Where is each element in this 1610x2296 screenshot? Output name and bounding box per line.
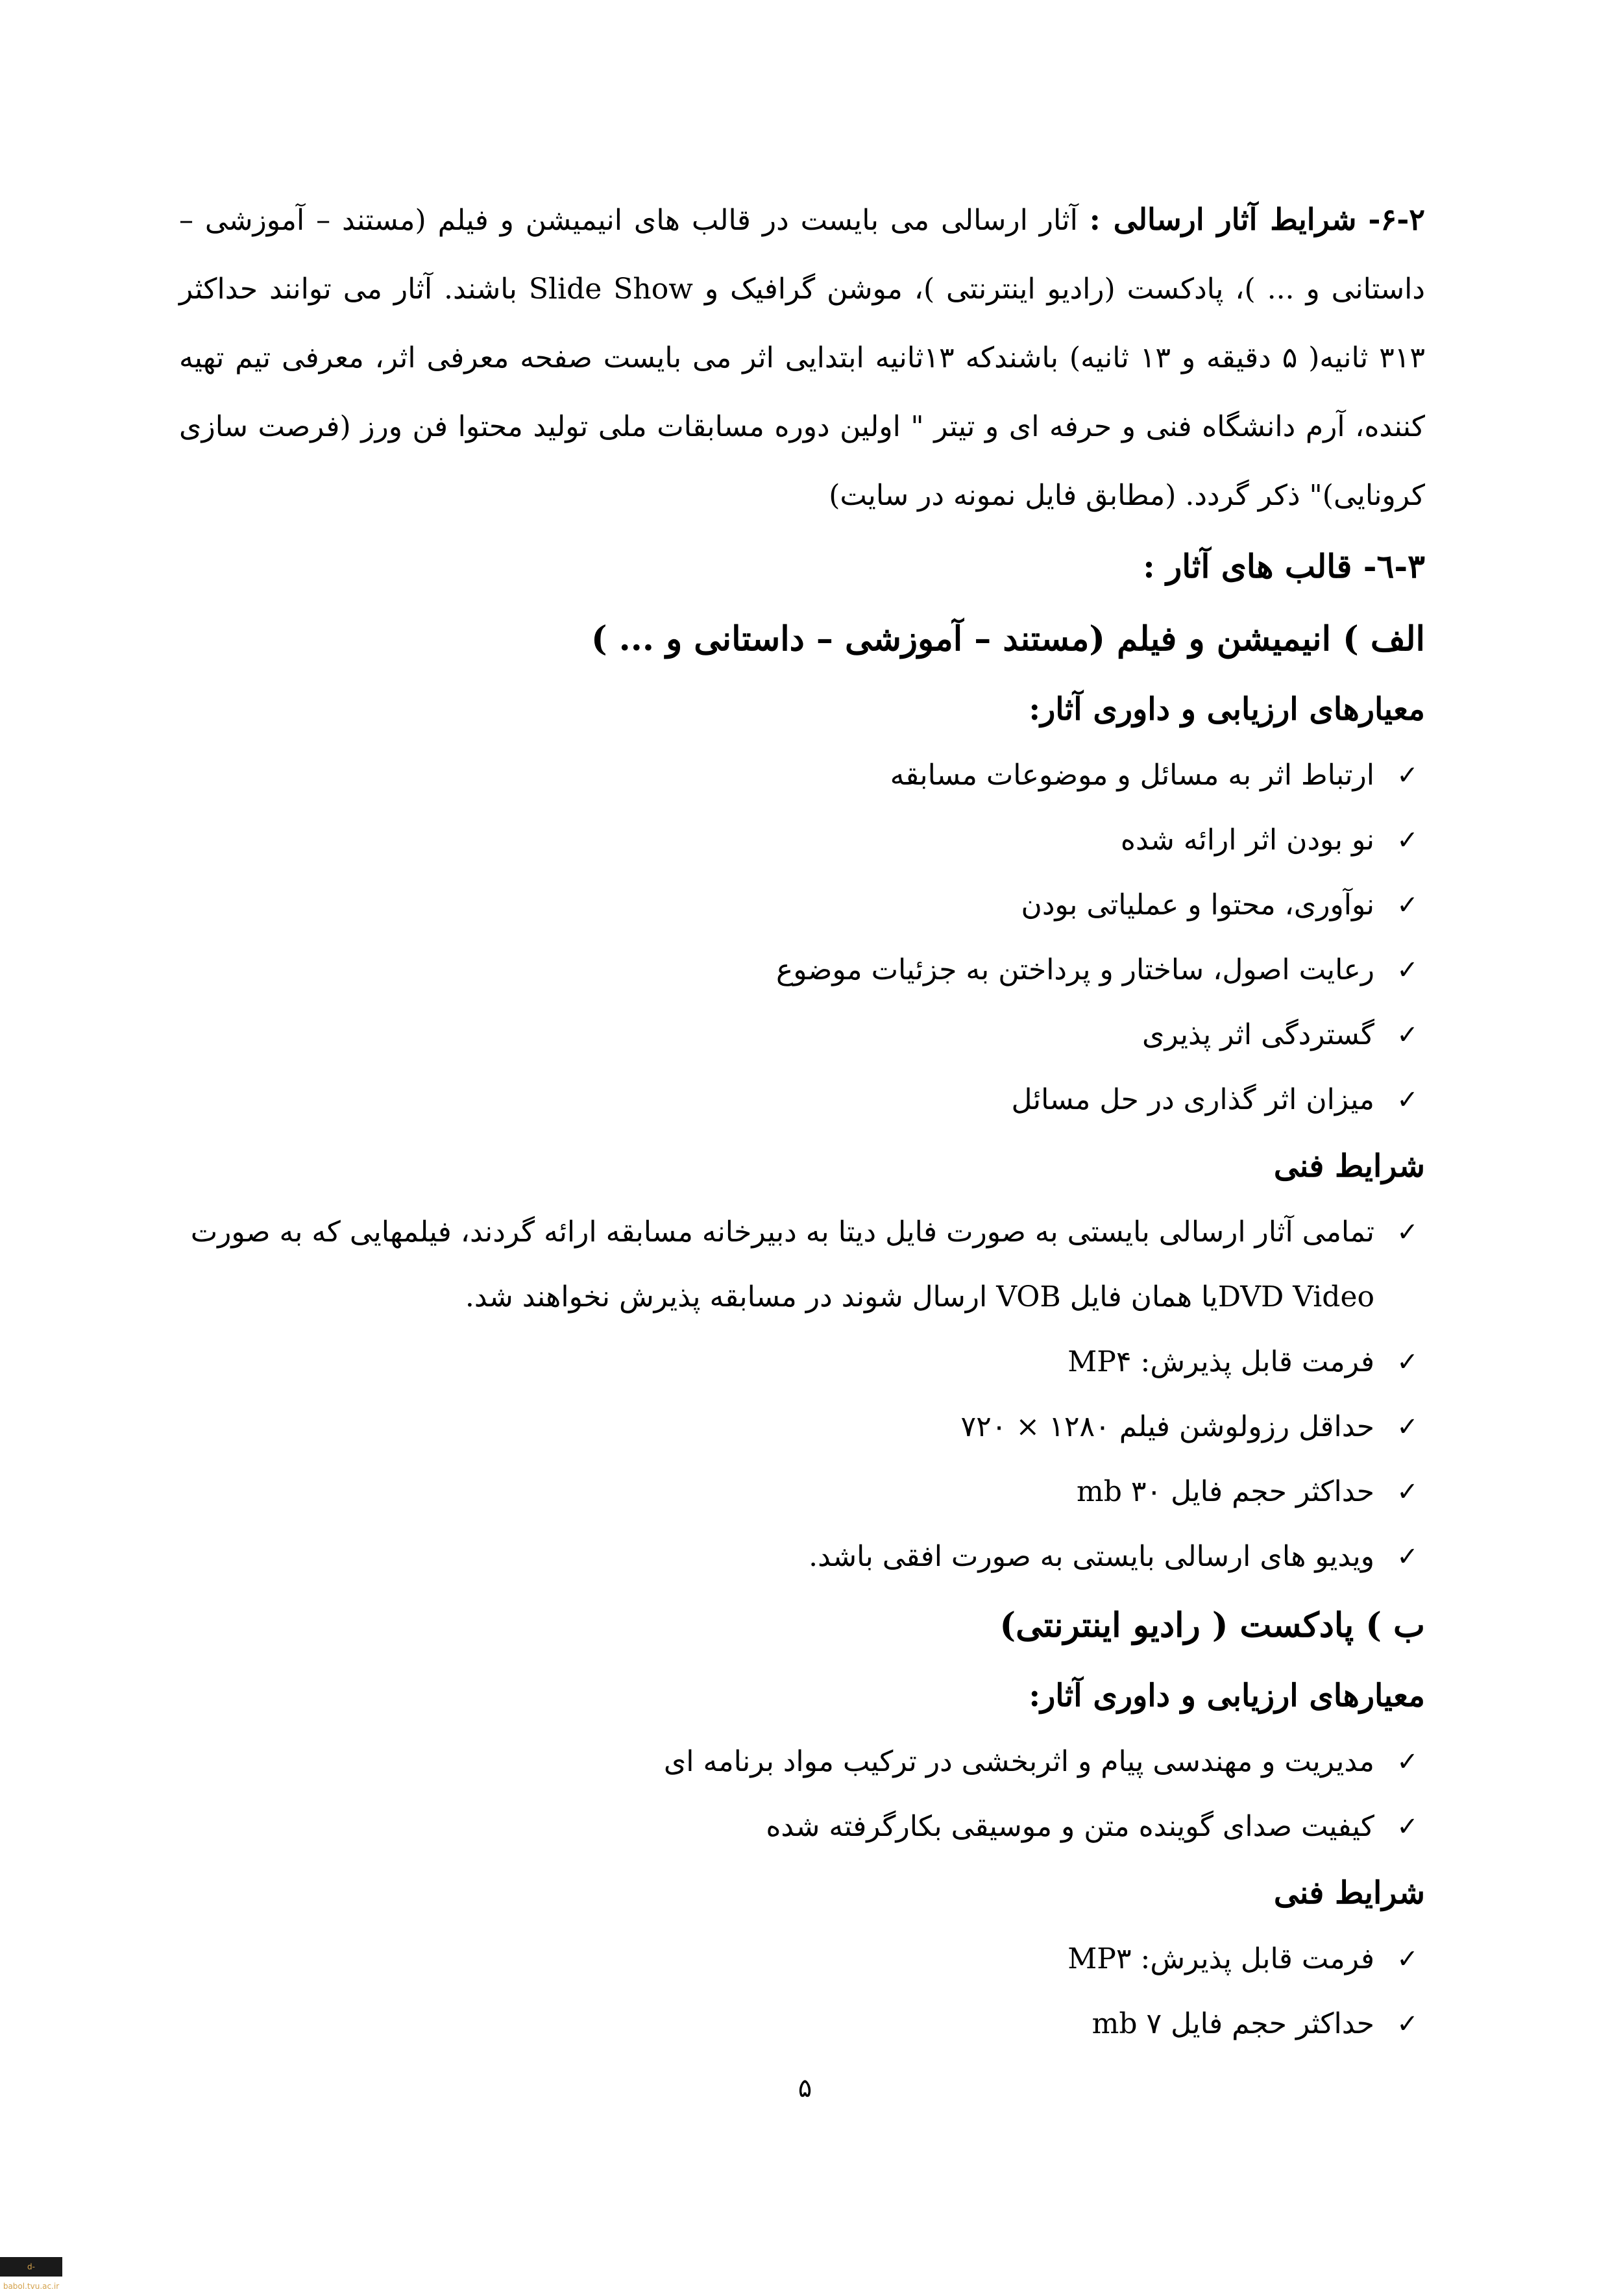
section-6-2-paragraph [179, 185, 1425, 530]
check-mark-icon: ✓ [1397, 955, 1419, 985]
part-b-tech-list [179, 1927, 1425, 2057]
site-watermark [0, 2257, 62, 2291]
check-mark-icon: ✓ [1397, 1812, 1419, 1842]
section-6-2-title: شرایط آثار ارسالی : [1089, 202, 1357, 237]
section-6-2-body: آثار ارسالی می بایست در قالب های انیمیشن و فیلم (مستند – آموزشی – داستانی و ... )، پادکست (رادیو اینترنتی )، موشن گرافیک و Slide Show باشند. آثار می توانند حداکثر ۳۱۳ ثانیه( ۵ دقیقه و ۱۳ ثانیه) باشندکه ۱۳ثانیه ابتدایی اثر می بایست صفحه معرفی اثر، معرفی تیم تهیه کننده، آرم دانشگاه فنی و حرفه ای و تیتر " اولین دوره مسابقات ملی تولید محتوا فن ورز (فرصت سازی کرونایی)" ذکر گردد. (مطابق فایل نمونه در سایت) [179, 204, 1425, 512]
check-mark-icon: ✓ [1397, 761, 1419, 790]
list-item [179, 808, 1425, 873]
list-item-text: حداقل رزولوشن فیلم ۱۲۸۰ × ۷۲۰ [960, 1410, 1374, 1443]
list-item-text: مدیریت و مهندسی پیام و اثربخشی در ترکیب مواد برنامه ای [663, 1745, 1374, 1778]
list-item-text: رعایت اصول، ساختار و پرداختن به جزئیات موضوع [775, 953, 1374, 986]
list-item [179, 1068, 1425, 1132]
check-mark-icon: ✓ [1397, 1542, 1419, 1572]
check-mark-icon: ✓ [1397, 1347, 1419, 1377]
list-item-text: فرمت قابل پذیرش: MP۴ [1067, 1345, 1374, 1378]
list-item [179, 1003, 1425, 1068]
section-6-3-title: ۳-٦- قالب های آثار : [1143, 547, 1425, 585]
check-mark-icon: ✓ [1397, 1085, 1419, 1115]
check-mark-icon: ✓ [1397, 1944, 1419, 1974]
list-item [179, 873, 1425, 938]
list-item-text: کیفیت صدای گوینده متن و موسیقی بکارگرفته شده [766, 1810, 1374, 1843]
check-mark-icon: ✓ [1397, 1477, 1419, 1507]
check-mark-icon: ✓ [1397, 890, 1419, 920]
watermark-left: d-babol [3, 2262, 35, 2291]
list-item [179, 1729, 1425, 1794]
page-content [179, 185, 1425, 2057]
list-item-text: حداکثر حجم فایل ۳۰ mb [1076, 1475, 1374, 1508]
list-item [179, 743, 1425, 808]
part-a-criteria-list [179, 743, 1425, 1132]
list-item [179, 1992, 1425, 2057]
list-item-text: تمامی آثار ارسالی بایستی به صورت فایل دیتا به دبیرخانه مسابقه ارائه گردند، فیلمهایی که به صورت DVD Videoیا همان فایل VOB ارسال شوند در مسابقه پذیرش نخواهند شد. [190, 1215, 1374, 1313]
check-mark-icon: ✓ [1397, 1412, 1419, 1442]
list-item [179, 1330, 1425, 1395]
list-item-text: حداکثر حجم فایل ۷ mb [1092, 2007, 1374, 2040]
list-item [179, 1927, 1425, 1992]
list-item-text: نوآوری، محتوا و عملیاتی بودن [1021, 888, 1374, 922]
watermark-right: .tvu.ac.ir [25, 2282, 60, 2291]
page-number: ۵ [798, 2073, 812, 2103]
part-b-title: ب ) پادکست ( رادیو اینترنتی) [999, 1606, 1425, 1645]
list-item [179, 1395, 1425, 1459]
check-mark-icon: ✓ [1397, 1020, 1419, 1050]
list-item [179, 1459, 1425, 1524]
list-item-text: فرمت قابل پذیرش: MP۳ [1067, 1942, 1374, 1975]
check-mark-icon: ✓ [1397, 2009, 1419, 2039]
list-item [179, 938, 1425, 1003]
check-mark-icon: ✓ [1397, 1747, 1419, 1777]
part-a-tech-list [179, 1200, 1425, 1589]
list-item-text: نو بودن اثر ارائه شده [1120, 824, 1374, 857]
check-mark-icon: ✓ [1397, 825, 1419, 855]
part-a-title: الف ) انیمیشن و فیلم (مستند – آموزشی – داستانی و ... ) [591, 619, 1425, 659]
list-item [179, 1794, 1425, 1859]
part-b-criteria-list [179, 1729, 1425, 1859]
part-a-criteria-title: معیارهای ارزیابی و داوری آثار: [1029, 691, 1425, 727]
list-item-text: میزان اثر گذاری در حل مسائل [1011, 1083, 1374, 1116]
part-b-tech-title: شرایط فنی [1273, 1875, 1425, 1911]
check-mark-icon: ✓ [1397, 1217, 1419, 1247]
list-item-text: گستردگی اثر پذیری [1142, 1018, 1374, 1051]
list-item [179, 1200, 1425, 1330]
list-item [179, 1524, 1425, 1589]
list-item-text: ویدیو های ارسالی بایستی به صورت افقی باشد. [809, 1540, 1374, 1573]
part-a-tech-title: شرایط فنی [1273, 1148, 1425, 1184]
list-item-text: ارتباط اثر به مسائل و موضوعات مسابقه [890, 759, 1374, 792]
part-b-criteria-title: معیارهای ارزیابی و داوری آثار: [1029, 1678, 1425, 1714]
section-6-2-number: ۶-۲- [1368, 202, 1425, 237]
